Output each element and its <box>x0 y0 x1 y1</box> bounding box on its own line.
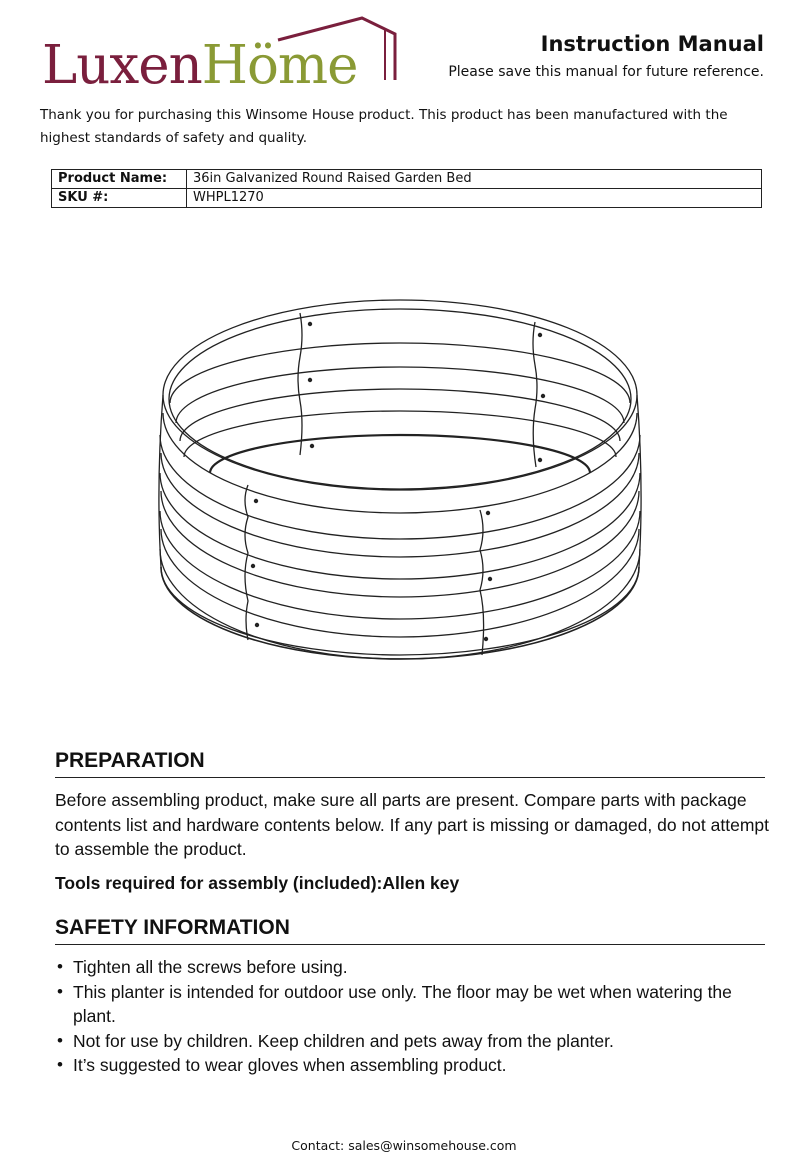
list-item <box>55 1053 770 1078</box>
safety-item-text: Not for use by children. Keep children and pets away from the planter. <box>73 1030 614 1051</box>
list-item <box>55 955 770 980</box>
preparation-heading: PREPARATION <box>55 748 765 778</box>
product-name-value: 36in Galvanized Round Raised Garden Bed <box>187 170 762 189</box>
footer-contact: Contact: sales@winsomehouse.com <box>291 1138 517 1153</box>
safety-item-text: It’s suggested to wear gloves when assembling product. <box>73 1055 507 1075</box>
product-info-table <box>51 169 762 208</box>
preparation-text: Before assembling product, make sure all parts are present. Compare parts with package contents list and hardware contents below. If any part is missing or damaged, do not attempt to assemble the product. <box>55 790 770 859</box>
table-row <box>52 189 762 208</box>
manual-subtitle: Please save this manual for future reference. <box>448 64 764 80</box>
safety-item-text: Tighten all the screws before using. <box>73 957 348 977</box>
safety-list <box>55 955 770 1078</box>
logo-luxen: Luxen <box>42 35 202 96</box>
list-item <box>55 1029 770 1054</box>
sku-value: WHPL1270 <box>187 189 762 208</box>
bullet-icon: • <box>57 1055 63 1074</box>
tools-required: Tools required for assembly (included):Allen key <box>55 873 460 893</box>
bullet-icon: • <box>57 981 63 1001</box>
table-row <box>52 170 762 189</box>
product-name-label: Product Name: <box>52 170 187 189</box>
logo-wordmark <box>42 36 358 96</box>
bullet-icon: • <box>57 1030 63 1050</box>
safety-item-text: This planter is intended for outdoor use only. The floor may be wet when watering the plant. <box>73 981 732 1026</box>
brand-logo <box>40 14 410 94</box>
logo-home: Höme <box>201 35 358 96</box>
garden-bed-illustration <box>150 295 650 670</box>
manual-title: Instruction Manual <box>540 32 764 56</box>
safety-heading: SAFETY INFORMATION <box>55 915 765 945</box>
sku-label: SKU #: <box>52 189 187 208</box>
list-item <box>55 980 770 1029</box>
bullet-icon: • <box>57 957 63 976</box>
intro-paragraph: Thank you for purchasing this Winsome House product. This product has been manufactured with the highest standards of safety and quality. <box>40 107 728 146</box>
